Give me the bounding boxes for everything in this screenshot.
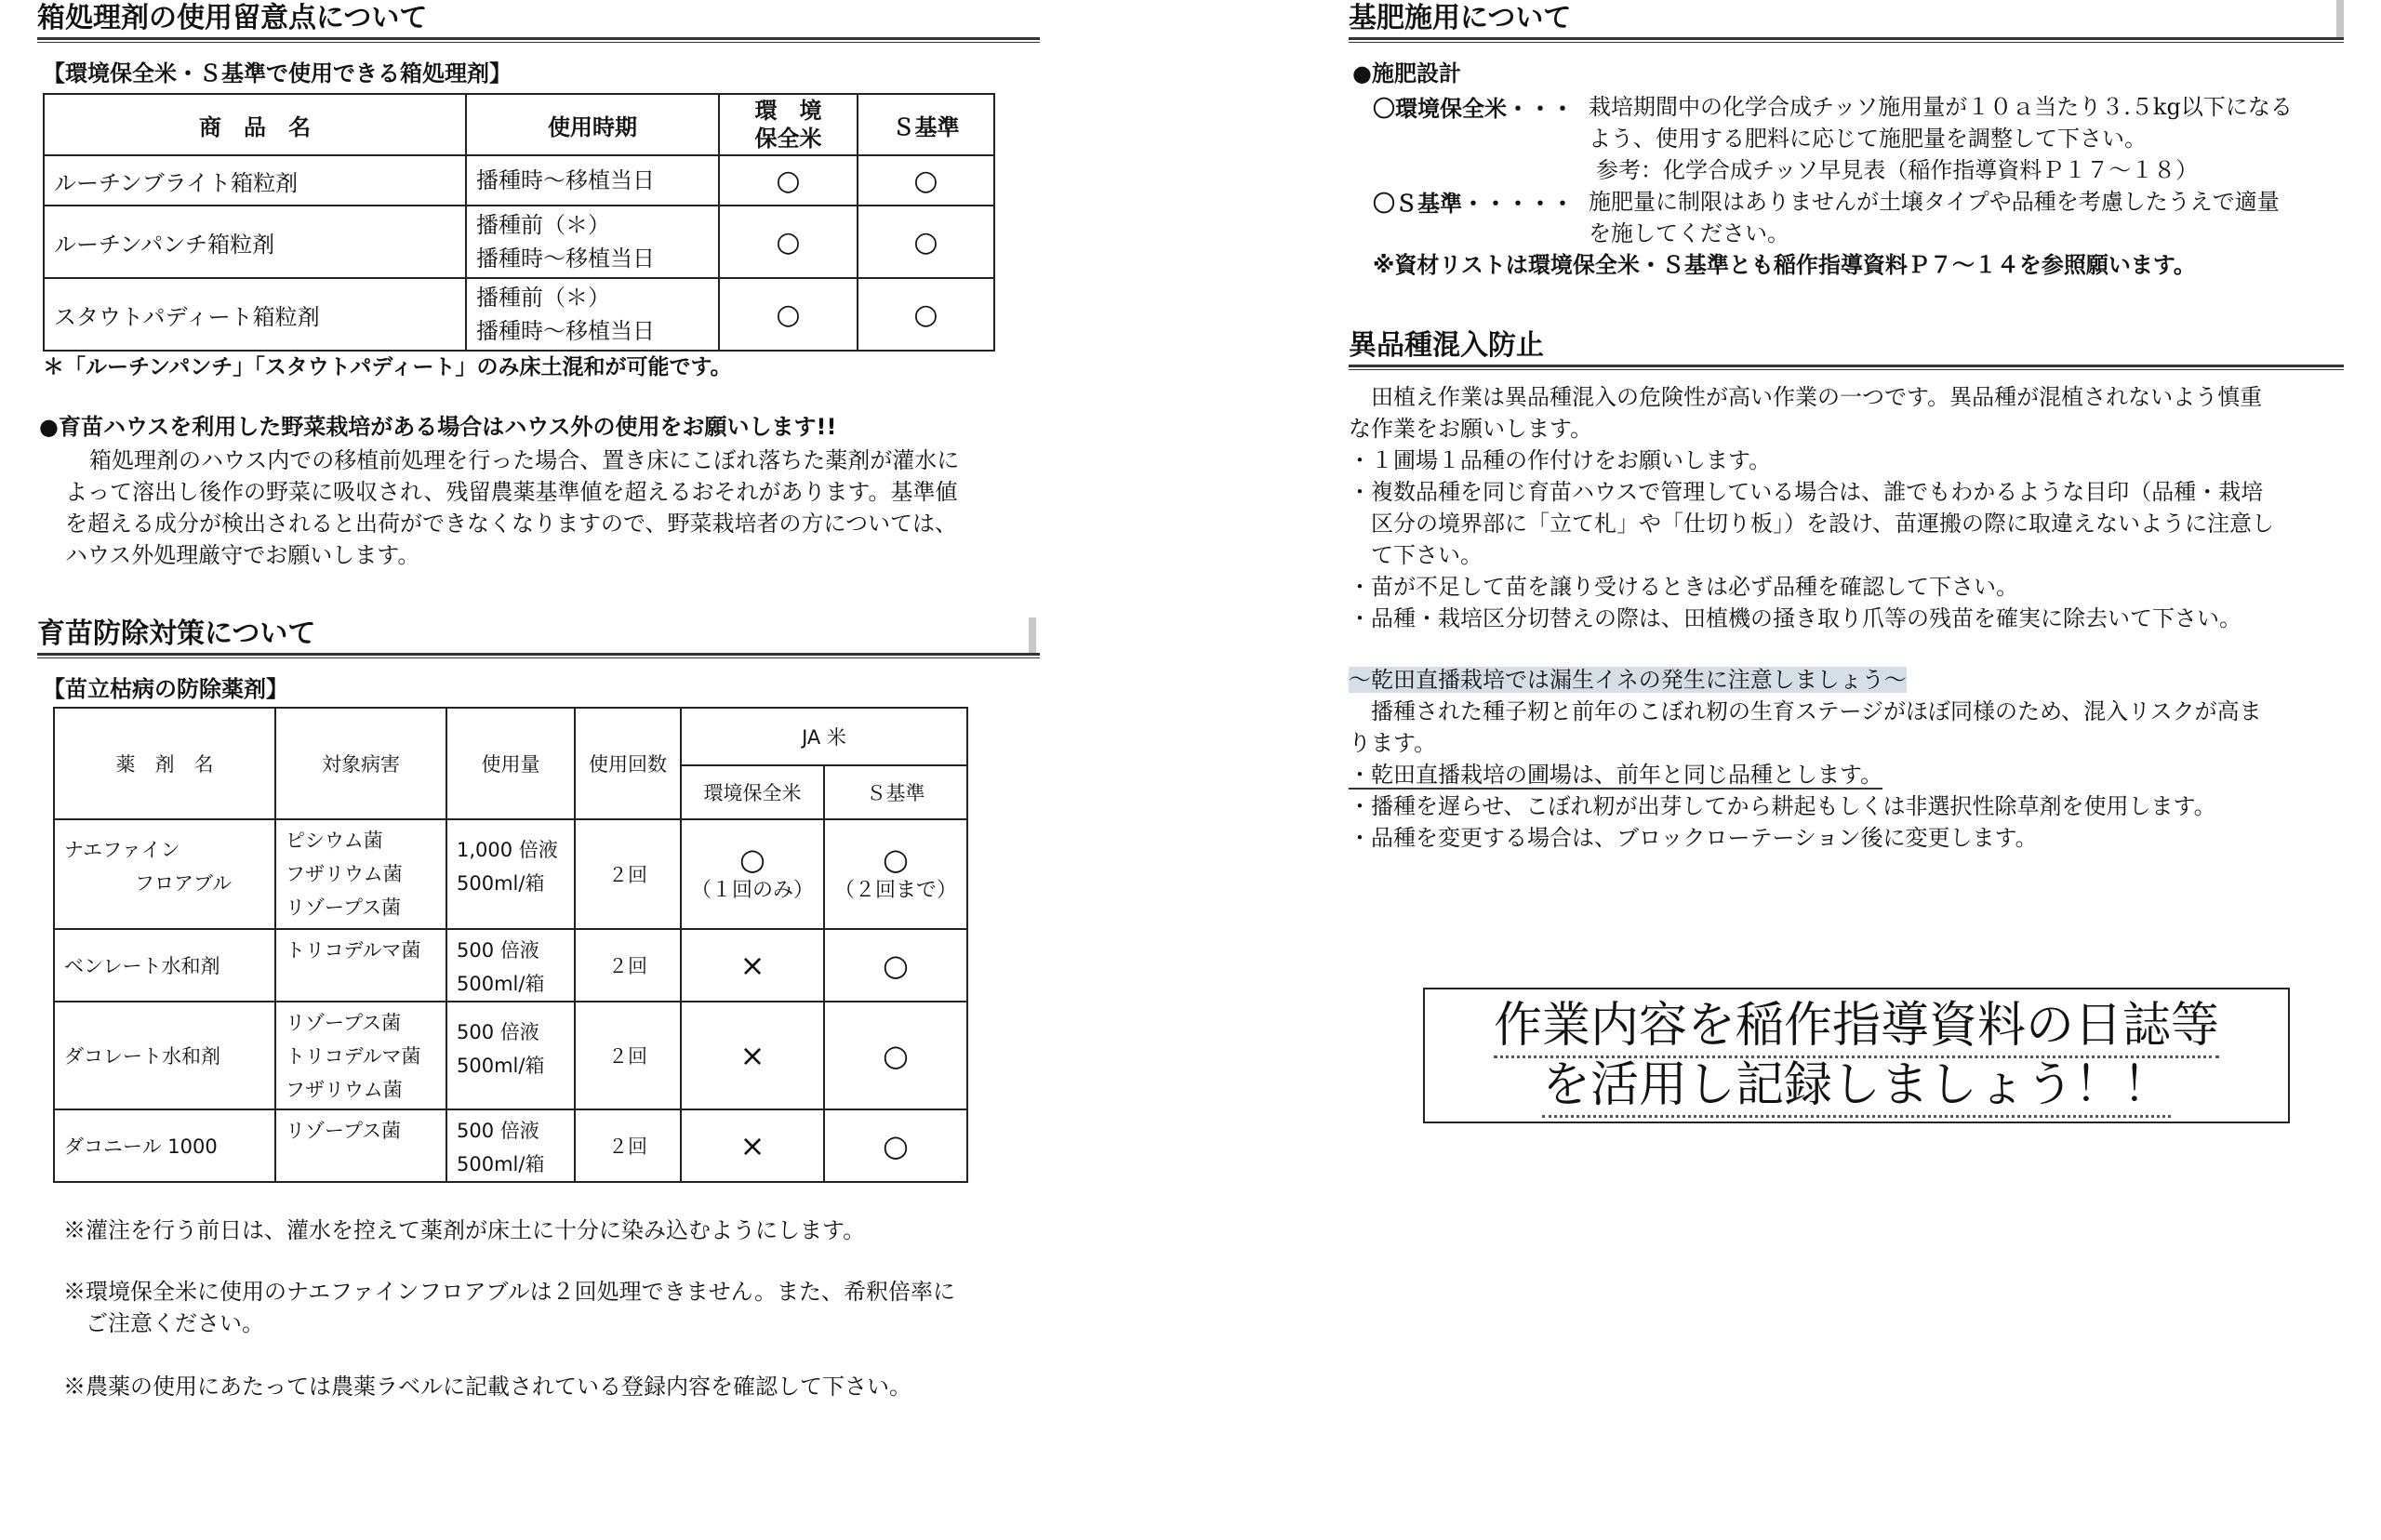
usage-amount: 1,000 倍液 500ml/箱 bbox=[446, 819, 575, 929]
product-name: ルーチンブライト箱粒剤 bbox=[44, 155, 466, 206]
env-mark: × bbox=[681, 929, 824, 1002]
product-name: スタウトパディート箱粒剤 bbox=[44, 278, 466, 351]
section-title-variety-mixing: 異品種混入防止 bbox=[1349, 329, 1544, 362]
header-usage-time: 使用時期 bbox=[466, 94, 719, 155]
env-mark: × bbox=[681, 1109, 824, 1182]
note-line: ご注意ください。 bbox=[63, 1310, 264, 1336]
env-rice-label: 〇環境保全米・・・ bbox=[1373, 96, 1574, 122]
section-rule bbox=[37, 37, 1040, 43]
intro-line: な作業をお願いします。 bbox=[1349, 416, 1593, 442]
env-mark: ○ bbox=[719, 278, 858, 351]
fertilizer-design-subtitle: ●施肥設計 bbox=[1352, 60, 1461, 86]
s-mark: ○ bbox=[858, 206, 994, 278]
section-rule bbox=[1349, 37, 2344, 43]
s-standard-line: を施してください。 bbox=[1589, 220, 1789, 246]
table-footnote: ＊「ルーチンパンチ」「スタウトパディート」のみ床土混和が可能です。 bbox=[43, 355, 732, 379]
usage-time: 播種前（＊） 播種時～移植当日 bbox=[466, 278, 719, 351]
bullet-line: て下さい。 bbox=[1349, 542, 1483, 568]
target-diseases: トリコデルマ菌 bbox=[275, 929, 446, 1002]
bullet-line: ・複数品種を同じ育苗ハウスで管理している場合は、誰でもわかるような目印（品種・栽培 bbox=[1349, 479, 2264, 505]
header-drug-name: 薬 剤 名 bbox=[54, 708, 275, 819]
direct-seeding-line: ります。 bbox=[1349, 730, 1437, 756]
section-title-base-fertilizer: 基肥施用について bbox=[1349, 2, 1572, 34]
table-row bbox=[54, 929, 967, 1002]
table-row bbox=[54, 1109, 967, 1182]
header-ja-rice: JA 米 bbox=[681, 708, 967, 765]
table-row bbox=[54, 1002, 967, 1109]
target-diseases: リゾープス菌 トリコデルマ菌 フザリウム菌 bbox=[275, 1002, 446, 1109]
usage-time: 播種前（＊） 播種時～移植当日 bbox=[466, 206, 719, 278]
usage-time: 播種時～移植当日 bbox=[466, 155, 719, 206]
usage-amount: 500 倍液 500ml/箱 bbox=[446, 929, 575, 1002]
section-mark bbox=[2336, 0, 2344, 37]
drug-name: ダコレート水和剤 bbox=[54, 1002, 275, 1109]
env-mark: ○ （１回のみ） bbox=[681, 819, 824, 929]
section-mark bbox=[1029, 617, 1036, 653]
table-row bbox=[54, 819, 967, 929]
usage-amount: 500 倍液 500ml/箱 bbox=[446, 1002, 575, 1109]
direct-seeding-bullet: ・乾田直播栽培の圃場は、前年と同じ品種とします。 bbox=[1349, 762, 1883, 788]
bullet-line: ・品種・栽培区分切替えの際は、田植機の掻き取り爪等の残苗を確実に除去いて下さい。 bbox=[1349, 605, 2241, 631]
target-diseases: リゾープス菌 bbox=[275, 1109, 446, 1182]
env-mark: × bbox=[681, 1002, 824, 1109]
header-env-rice: 環 境 保全米 bbox=[719, 94, 858, 155]
note-line: ※灌注を行う前日は、灌水を控えて薬剤が床土に十分に染み込むようにします。 bbox=[63, 1217, 866, 1243]
header-env-rice: 環境保全米 bbox=[681, 765, 824, 819]
callout-line: 作業内容を稲作指導資料の日誌等 bbox=[1425, 997, 2288, 1055]
table-row bbox=[44, 278, 994, 351]
record-keeping-callout bbox=[1423, 988, 2290, 1123]
s-mark: ○ bbox=[824, 1109, 967, 1182]
section-rule bbox=[37, 653, 1040, 658]
header-amount: 使用量 bbox=[446, 708, 575, 819]
header-s-standard: Ｓ基準 bbox=[824, 765, 967, 819]
warning-line: よって溶出し後作の野菜に吸収され、残留農薬基準値を超えるおそれがあります。基準値 bbox=[65, 479, 958, 505]
damping-off-table bbox=[53, 707, 968, 1183]
header-product-name: 商 品 名 bbox=[44, 94, 466, 155]
drug-name: ベンレート水和剤 bbox=[54, 929, 275, 1002]
bullet-line: ・苗が不足して苗を譲り受けるときは必ず品種を確認して下さい。 bbox=[1349, 574, 2018, 600]
s-mark: ○ bbox=[858, 155, 994, 206]
bullet-line: ・１圃場１品種の作付けをお願いします。 bbox=[1349, 447, 1772, 473]
box-treatment-table bbox=[43, 93, 995, 352]
s-standard-line: 施肥量に制限はありませんが土壌タイプや品種を考慮したうえで適量 bbox=[1589, 189, 2280, 215]
note-line: ※農薬の使用にあたっては農薬ラベルに記載されている登録内容を確認して下さい。 bbox=[63, 1374, 911, 1400]
usage-times: ２回 bbox=[575, 819, 681, 929]
env-rice-line: よう、使用する肥料に応じて施肥量を調整して下さい。 bbox=[1589, 126, 2147, 152]
env-mark: ○ bbox=[719, 155, 858, 206]
usage-amount: 500 倍液 500ml/箱 bbox=[446, 1109, 575, 1182]
direct-seeding-heading: ～乾田直播栽培では漏生イネの発生に注意しましょう～ bbox=[1349, 667, 1907, 693]
table-title-box-treatment: 【環境保全米・Ｓ基準で使用できる箱処理剤】 bbox=[43, 60, 512, 86]
table-row bbox=[44, 155, 994, 206]
header-times: 使用回数 bbox=[575, 708, 681, 819]
usage-times: ２回 bbox=[575, 929, 681, 1002]
bullet-line: 区分の境界部に「立て札」や「仕切り板」）を設け、苗運搬の際に取違えないように注意し bbox=[1349, 511, 2275, 537]
warning-line: 箱処理剤のハウス内での移植前処理を行った場合、置き床にこぼれ落ちた薬剤が灌水に bbox=[89, 447, 960, 473]
drug-name: ダコニール 1000 bbox=[54, 1109, 275, 1182]
warning-line: ハウス外処理厳守でお願いします。 bbox=[65, 542, 420, 568]
usage-times: ２回 bbox=[575, 1002, 681, 1109]
product-name: ルーチンパンチ箱粒剤 bbox=[44, 206, 466, 278]
direct-seeding-bullet: ・播種を遅らせ、こぼれ籾が出芽してから耕起もしくは非選択性除草剤を使用します。 bbox=[1349, 793, 2216, 819]
warning-title: ●育苗ハウスを利用した野菜栽培がある場合はハウス外の使用をお願いします!! bbox=[39, 414, 837, 440]
warning-line: を超える成分が検出されると出荷ができなくなりますので、野菜栽培者の方については、 bbox=[65, 511, 958, 537]
s-mark: ○ bbox=[824, 1002, 967, 1109]
section-title-seedling-control: 育苗防除対策について bbox=[37, 617, 316, 650]
direct-seeding-line: 播種された種子籾と前年のこぼれ籾の生育ステージがほぼ同様のため、混入リスクが高ま bbox=[1371, 698, 2262, 724]
header-s-standard: Ｓ基準 bbox=[858, 94, 994, 155]
env-rice-line: 栽培期間中の化学合成チッソ施用量が１０ａ当たり３.５kg以下になる bbox=[1589, 94, 2293, 120]
env-mark: ○ bbox=[719, 206, 858, 278]
section-rule bbox=[1349, 365, 2344, 370]
intro-line: 田植え作業は異品種混入の危険性が高い作業の一つです。異品種が混植されないよう慎重 bbox=[1371, 384, 2263, 410]
table-row bbox=[44, 206, 994, 278]
s-mark: ○ （２回まで） bbox=[824, 819, 967, 929]
note-line: ※環境保全米に使用のナエファインフロアブルは２回処理できません。また、希釈倍率に bbox=[63, 1279, 956, 1305]
header-target-disease: 対象病害 bbox=[275, 708, 446, 819]
drug-name: ナエファイン フロアブル bbox=[54, 819, 275, 929]
usage-times: ２回 bbox=[575, 1109, 681, 1182]
table-title-damping-off: 【苗立枯病の防除薬剤】 bbox=[43, 676, 288, 702]
callout-line: を活用し記録しましょう！！ bbox=[1425, 1056, 2288, 1114]
target-diseases: ピシウム菌 フザリウム菌 リゾープス菌 bbox=[275, 819, 446, 929]
env-rice-reference: 参考：化学合成チッソ早見表（稲作指導資料Ｐ１７～１８） bbox=[1596, 157, 2199, 183]
direct-seeding-bullet: ・品種を変更する場合は、ブロックローテーション後に変更します。 bbox=[1349, 825, 2038, 851]
s-mark: ○ bbox=[824, 929, 967, 1002]
materials-note: ※資材リストは環境保全米・Ｓ基準とも稲作指導資料Ｐ７～１４を参照願います。 bbox=[1373, 252, 2196, 278]
s-standard-label: 〇Ｓ基準・・・・・ bbox=[1373, 191, 1574, 217]
section-title-box-treatment: 箱処理剤の使用留意点について bbox=[37, 2, 428, 34]
s-mark: ○ bbox=[858, 278, 994, 351]
